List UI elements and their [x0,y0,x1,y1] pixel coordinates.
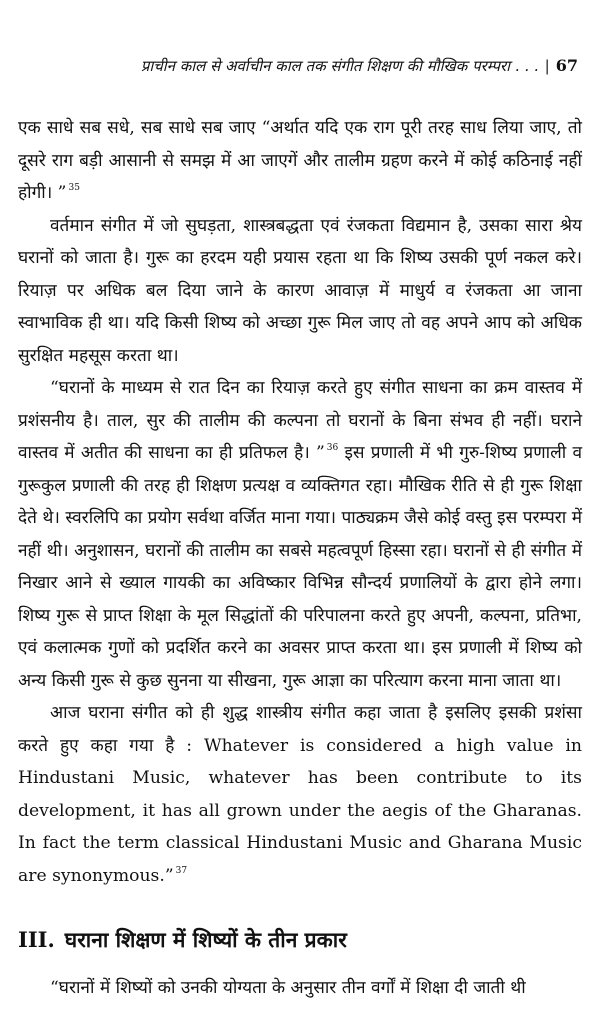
paragraph-1 [18,112,582,210]
paragraph-text: एक साधे सब सधे, सब साधे सब जाए “अर्थात यदि एक राग पूरी तरह साध लिया जाए, तो दूसरे राग बड़ी आसानी से समझ में आ जाएगें और तालीम ग्रहण करने में कोई कठिनाई नहीं होगी। ” [18,118,582,203]
paragraph-2 [18,210,582,373]
page-number: 67 [555,56,578,75]
paragraph-text: आज घराना संगीत को ही शुद्ध शास्त्रीय संगीत कहा जाता है इसलिए इसकी प्रशंसा करते हुए कहा गया है : Whatever is considered a high value in Hindustani Music, whatever has been contribute to its development, it has all grown under the aegis of the Gharanas. In fact the term classical Hindustani Music and Gharana Music are synonymous.” [18,703,582,886]
running-header [0,56,578,76]
running-title: प्राचीन काल से अर्वाचीन काल तक संगीत शिक्षण की मौखिक परम्परा . . . [140,57,539,75]
footnote-ref-37: 37 [175,865,188,876]
paragraph-text: “घरानों में शिष्यों को उनकी योग्यता के अनुसार तीन वर्गों में शिक्षा दी जाती थी [50,978,526,998]
paragraph-4 [18,697,582,892]
body-text [18,112,582,892]
paragraph-5 [18,972,582,1004]
header-separator: | [544,57,550,75]
paragraph-text: वर्तमान संगीत में जो सुघड़ता, शास्त्रबद्धता एवं रंजकता विद्यमान है, उसका सारा श्रेय घरानों को जाता है। गुरू का हरदम यही प्रयास रहता था कि शिष्य उसकी पूर्ण नकल करे। रियाज़ पर अधिक बल दिया जाने के कारण आवाज़ में माधुर्य व रंजकता आ जाना स्वाभाविक ही था। यदि किसी शिष्य को अच्छा गुरू मिल जाए तो वह अपने आप को अधिक सुरक्षित महसूस करता था। [18,215,582,366]
footnote-ref-35: 35 [68,183,80,193]
footnote-ref-36: 36 [326,443,339,453]
section-heading [18,925,582,955]
paragraph-text-continued: इस प्रणाली में भी गुरु-शिष्य प्रणाली व गुरूकुल प्रणाली की तरह ही शिक्षण प्रत्यक्ष व व्यक्तिगत रहा। मौखिक रीति से ही गुरू शिक्षा देते थे। स्वरलिपि का प्रयोग सर्वथा वर्जित माना गया। पाठ्यक्रम जैसे कोई वस्तु इस परम्परा में नहीं थी। अनुशासन, घरानों की तालीम का सबसे महत्वपूर्ण हिस्सा रहा। घरानों से ही संगीत में निखार आने से ख्याल गायकी का अविष्कार विभिन्न सौन्दर्य प्रणालियों के द्वारा होने लगा। शिष्य गुरू से प्राप्त शिक्षा के मूल सिद्धांतों की परिपालना करते हुए अपनी, कल्पना, प्रतिभा, एवं कलात्मक गुणों को प्रदर्शित करने का अवसर प्राप्त करता था। इस प्रणाली में शिष्य को अन्य किसी गुरू से कुछ सुनना या सीखना, गुरू आज्ञा का परित्याग करना माना जाता था। [18,443,582,691]
section-number: III. [18,927,55,952]
paragraph-3 [18,372,582,697]
paragraph-text: “घरानों के माध्यम से रात दिन का रियाज़ करते हुए संगीत साधना का क्रम वास्तव में प्रशंसनीय है। ताल, सुर की तालीम की कल्पना तो घरानों के बिना संभव ही नहीं। घराने वास्तव में अतीत की साधना का ही प्रतिफल है। ” [18,378,582,463]
section-title: घराना शिक्षण में शिष्यों के तीन प्रकार [64,927,347,952]
